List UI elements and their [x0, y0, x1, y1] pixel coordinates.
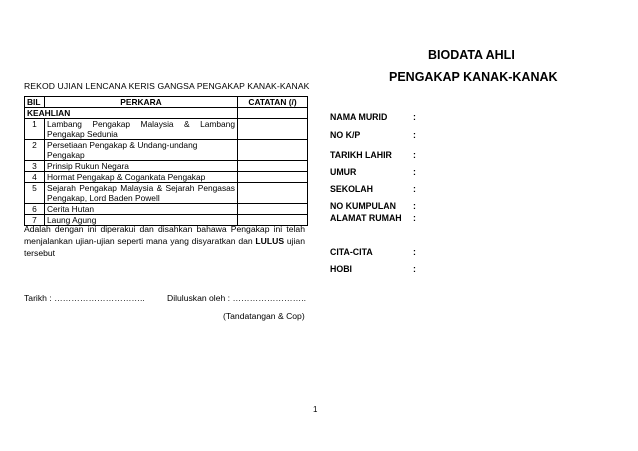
- field-label: ALAMAT RUMAH: [330, 213, 402, 223]
- row-item: Lambang Pengakap Malaysia & Lambang Pengakap Sedunia: [45, 119, 238, 140]
- section-row: [25, 108, 308, 119]
- table-row: [25, 161, 308, 172]
- row-catatan[interactable]: [238, 172, 308, 183]
- approved-by-field[interactable]: Diluluskan oleh : ……………………..: [167, 293, 306, 303]
- row-item: Cerita Hutan: [45, 204, 238, 215]
- biodata-title: BIODATA AHLI: [428, 48, 515, 62]
- field-colon: :: [413, 201, 416, 211]
- table-row: [25, 172, 308, 183]
- row-number: 2: [25, 140, 45, 161]
- row-catatan[interactable]: [238, 140, 308, 161]
- certification-statement: [24, 223, 305, 259]
- biodata-subtitle: PENGAKAP KANAK-KANAK: [389, 70, 558, 84]
- row-item: Sejarah Pengakap Malaysia & Sejarah Pengasas Pengakap, Lord Baden Powell: [45, 183, 238, 204]
- field-colon: :: [413, 264, 416, 274]
- header-perkara: PERKARA: [45, 97, 238, 108]
- row-number: 4: [25, 172, 45, 183]
- field-colon: :: [413, 184, 416, 194]
- signature-note: (Tandatangan & Cop): [223, 311, 305, 321]
- row-catatan[interactable]: [238, 204, 308, 215]
- field-label: NO KUMPULAN: [330, 201, 396, 211]
- row-item: Persetiaan Pengakap & Undang-undang Pengakap: [45, 140, 238, 161]
- statement-tail: ujian tersebut: [24, 236, 305, 258]
- statement-bold: LULUS: [255, 236, 285, 246]
- row-item: Prinsip Rukun Negara: [45, 161, 238, 172]
- field-label: TARIKH LAHIR: [330, 150, 392, 160]
- field-label: SEKOLAH: [330, 184, 374, 194]
- table-row: [25, 204, 308, 215]
- row-item: Hormat Pengakap & Cogankata Pengakap: [45, 172, 238, 183]
- table-row: [25, 140, 308, 161]
- record-table: [24, 96, 308, 226]
- page-number: 1: [313, 405, 318, 414]
- row-number: 1: [25, 119, 45, 140]
- header-catatan: CATATAN (/): [238, 97, 308, 108]
- row-number: 3: [25, 161, 45, 172]
- field-label: UMUR: [330, 167, 357, 177]
- row-catatan[interactable]: [238, 119, 308, 140]
- statement-text: Adalah dengan ini diperakui dan disahkan bahawa Pengakap ini telah menjalankan ujian-ujian seperti mana yang disyaratkan dan: [24, 224, 305, 246]
- row-number: 6: [25, 204, 45, 215]
- field-label: CITA-CITA: [330, 247, 373, 257]
- table-row: [25, 183, 308, 204]
- row-catatan[interactable]: [238, 161, 308, 172]
- section-heading: KEAHLIAN: [25, 108, 238, 119]
- field-label: NO K/P: [330, 130, 361, 140]
- field-label: HOBI: [330, 264, 352, 274]
- row-number: 5: [25, 183, 45, 204]
- row-number: 7: [25, 215, 45, 226]
- table-row: [25, 119, 308, 140]
- field-colon: :: [413, 112, 416, 122]
- field-colon: :: [413, 247, 416, 257]
- record-title: REKOD UJIAN LENCANA KERIS GANGSA PENGAKAP KANAK-KANAK: [24, 81, 310, 91]
- field-colon: :: [413, 213, 416, 223]
- field-colon: :: [413, 130, 416, 140]
- field-colon: :: [413, 167, 416, 177]
- date-field[interactable]: Tarikh : …………………………..: [24, 293, 145, 303]
- header-bil: BIL: [25, 97, 45, 108]
- field-colon: :: [413, 150, 416, 160]
- field-label: NAMA MURID: [330, 112, 388, 122]
- row-item: Laung Agung: [45, 215, 238, 226]
- section-catatan-cell: [238, 108, 308, 119]
- row-catatan[interactable]: [238, 183, 308, 204]
- table-header-row: [25, 97, 308, 108]
